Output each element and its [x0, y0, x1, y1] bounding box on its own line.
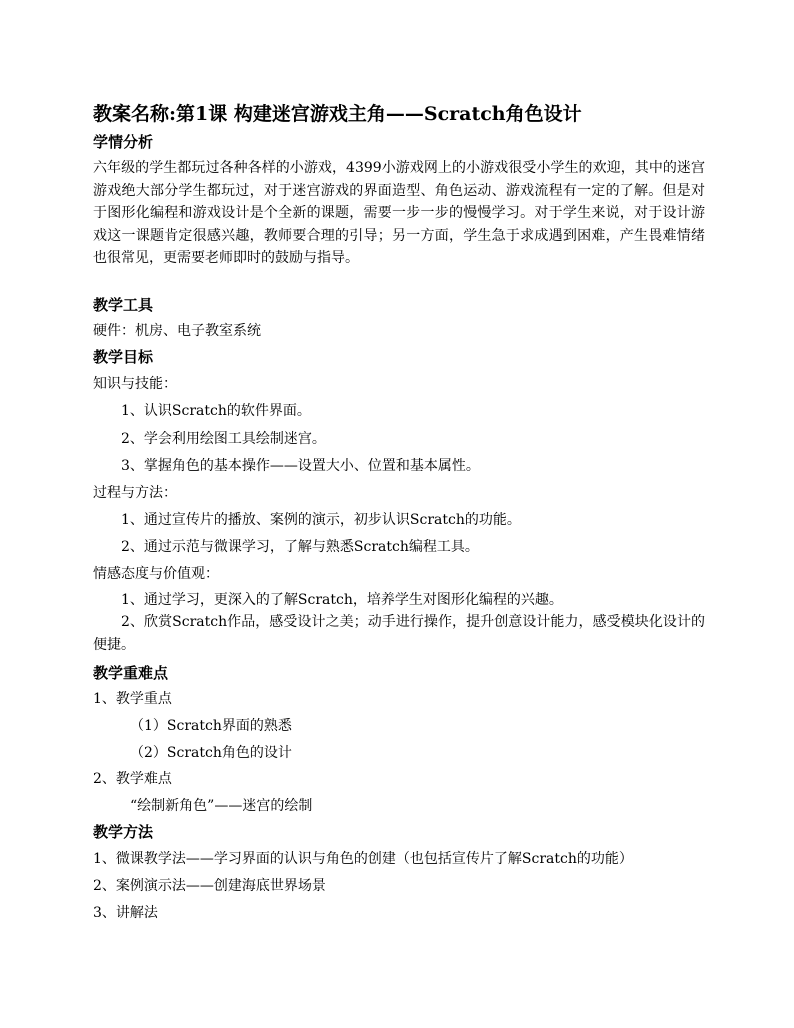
student-analysis-paragraph: 六年级的学生都玩过各种各样的小游戏，4399小游戏网上的小游戏很受小学生的欢迎，其中的迷宫游戏绝大部分学生都玩过，对于迷宫游戏的界面造型、角色运动、游戏流程有一定的了解。但是对于图形化编程和游戏设计是个全新的课题，需要一步一步的慢慢学习。对于学生来说，对于设计游戏这一课题肯定很感兴趣，教师要合理的引导；另一方面，学生急于求成遇到困难，产生畏难情绪也很常见，更需要老师即时的鼓励与指导。	[93, 160, 705, 266]
goals-knowledge-item: 2、学会利用绘图工具绘制迷宫。	[121, 431, 326, 447]
goals-emotion-label: 情感态度与价值观：	[93, 566, 219, 582]
key-point-item: （2）Scratch角色的设计	[130, 745, 292, 761]
goals-process-item: 2、通过示范与微课学习，了解与熟悉Scratch编程工具。	[121, 539, 479, 555]
method-item: 1、微课教学法——学习界面的认识与角色的创建（也包括宣传片了解Scratch的功能）	[93, 851, 633, 867]
key-point-item: （1）Scratch界面的熟悉	[130, 718, 292, 734]
heading-teaching-goals: 教学目标	[93, 348, 154, 366]
heading-key-difficult-points: 教学重难点	[93, 664, 169, 682]
heading-teaching-tools: 教学工具	[93, 296, 154, 314]
heading-student-analysis: 学情分析	[93, 133, 154, 151]
goals-emotion-item: 1、通过学习，更深入的了解Scratch，培养学生对图形化编程的兴趣。	[121, 592, 563, 608]
goals-emotion-item: 2、欣赏Scratch作品，感受设计之美；动手进行操作，提升创意设计能力，感受模块化设计的便捷。	[93, 614, 705, 653]
difficult-points-label: 2、教学难点	[93, 771, 172, 787]
goals-knowledge-item: 3、掌握角色的基本操作——设置大小、位置和基本属性。	[121, 458, 480, 474]
goals-process-label: 过程与方法：	[93, 485, 177, 501]
method-item: 3、讲解法	[93, 905, 158, 921]
lesson-title: 教案名称:第1课 构建迷宫游戏主角——Scratch角色设计	[93, 103, 582, 125]
key-points-label: 1、教学重点	[93, 691, 172, 707]
goals-knowledge-label: 知识与技能：	[93, 376, 177, 392]
goals-process-item: 1、通过宣传片的播放、案例的演示，初步认识Scratch的功能。	[121, 512, 521, 528]
goals-knowledge-item: 1、认识Scratch的软件界面。	[121, 403, 311, 419]
method-item: 2、案例演示法——创建海底世界场景	[93, 878, 326, 894]
difficult-point-item: “绘制新角色”——迷宫的绘制	[130, 798, 313, 814]
tools-hardware-text: 硬件：机房、电子教室系统	[93, 323, 261, 339]
heading-teaching-methods: 教学方法	[93, 823, 154, 841]
